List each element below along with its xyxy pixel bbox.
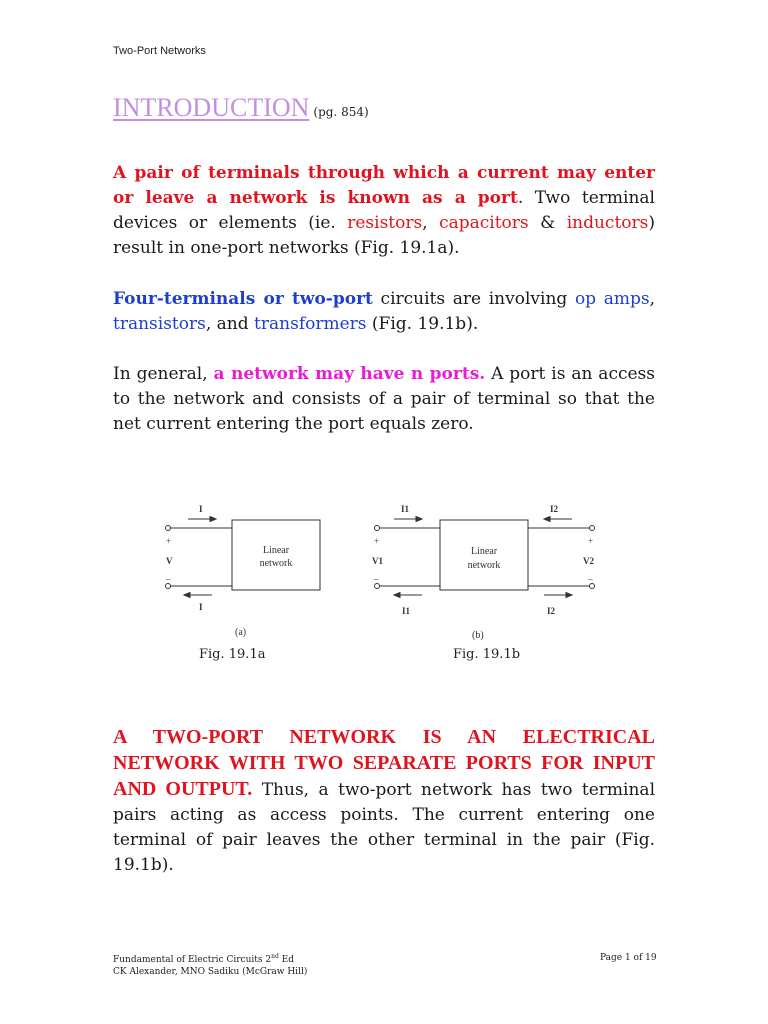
two-port-figure: [160, 498, 600, 643]
text-span: , and: [205, 314, 255, 334]
arrowhead-b-i2-out: [566, 593, 572, 598]
sub-label-a: (a): [235, 627, 247, 638]
current-label-b-i2-bottom: I2: [547, 606, 556, 616]
box-a-line2: network: [259, 558, 293, 569]
arrowhead-a-out: [184, 593, 190, 598]
text-span: Thus, a two-port network has two terminal pairs acting as access points. The current entering one terminal of pair leaves the other terminal in the pair (Fig. 19.1b).: [113, 780, 656, 875]
footer-book: [113, 953, 294, 965]
op-amps-term: op amps: [574, 289, 650, 309]
text-span: ,: [422, 213, 440, 233]
terminal-b-out-top: [590, 526, 595, 531]
paragraph-two-port: [113, 287, 655, 337]
running-title: Two-Port Networks: [113, 45, 206, 57]
caption-fig-a: Fig. 19.1a: [199, 647, 266, 662]
minus-label-b-right: –: [588, 574, 593, 584]
resistors-term: resistors: [347, 213, 423, 233]
text-span: &: [528, 213, 567, 233]
transformers-term: transformers: [254, 314, 367, 334]
sub-label-b: (b): [472, 630, 484, 641]
current-label-a-top: I: [199, 504, 203, 514]
minus-label-a: –: [166, 574, 171, 584]
box-b-line2: network: [467, 560, 501, 571]
terminal-b-in-top: [375, 526, 380, 531]
text-span: .: [517, 188, 524, 208]
transistors-term: transistors: [113, 314, 206, 334]
arrowhead-a-in: [210, 517, 216, 522]
plus-label-a: +: [166, 536, 172, 546]
text-span: In general,: [113, 364, 214, 384]
paragraph-port-definition: [113, 161, 655, 261]
box-a-line1: Linear: [262, 545, 290, 556]
voltage-label-a: V: [166, 556, 173, 566]
text-span: ) result in one-port networks (Fig. 19.1a).: [113, 213, 655, 258]
section-heading: INTRODUCTION: [113, 93, 310, 122]
page-reference: (pg. 854): [313, 105, 369, 119]
text-span: nd: [271, 953, 279, 960]
voltage-label-b-v2: V2: [583, 556, 594, 566]
terminal-b-out-bottom: [590, 584, 595, 589]
terminal-a-bottom: [166, 584, 171, 589]
voltage-label-b-v1: V1: [372, 556, 383, 566]
port-definition-text: A pair of terminals through which a current may enter or leave a network is known as a port: [113, 163, 655, 208]
text-span: circuits are involving: [372, 289, 575, 309]
text-span: Two terminal devices or elements (ie.: [113, 188, 655, 233]
intro-heading-row: [113, 93, 369, 123]
n-ports-term: a network may have n ports.: [213, 364, 486, 384]
plus-label-b-left: +: [374, 536, 380, 546]
text-span: (Fig. 19.1b).: [366, 314, 479, 334]
current-label-a-bottom: I: [199, 602, 203, 612]
arrowhead-b-i2-in: [544, 517, 550, 522]
plus-label-b-right: +: [588, 536, 594, 546]
box-b-line1: Linear: [470, 546, 498, 557]
arrowhead-b-i1-in: [416, 517, 422, 522]
two-port-definition-caps: A TWO-PORT NETWORK IS AN ELECTRICAL NETWORK WITH TWO SEPARATE PORTS FOR INPUT AND OUTPUT.: [113, 726, 655, 800]
caption-fig-b: Fig. 19.1b: [453, 647, 521, 662]
arrowhead-b-i1-out: [394, 593, 400, 598]
footer-authors: CK Alexander, MNO Sadiku (McGraw Hill): [113, 967, 308, 977]
text-span: ,: [649, 289, 655, 309]
current-label-b-i1-top: I1: [401, 504, 410, 514]
paragraph-n-ports: [113, 362, 655, 437]
capacitors-term: capacitors: [439, 213, 529, 233]
two-port-term: Four-terminals or two-port: [113, 289, 373, 309]
current-label-b-i1-bottom: I1: [402, 606, 411, 616]
paragraph-two-port-network: [113, 725, 655, 878]
current-label-b-i2-top: I2: [550, 504, 559, 514]
terminal-a-top: [166, 526, 171, 531]
text-span: Ed: [278, 955, 294, 965]
inductors-term: inductors: [566, 213, 649, 233]
text-span: Fundamental of Electric Circuits 2: [113, 955, 272, 965]
text-span: A port is an access to the network and consists of a pair of terminal so that the net current entering the port equals zero.: [113, 364, 655, 434]
terminal-b-in-bottom: [375, 584, 380, 589]
footer-page-number: Page 1 of 19: [600, 953, 657, 963]
minus-label-b-left: –: [374, 574, 379, 584]
